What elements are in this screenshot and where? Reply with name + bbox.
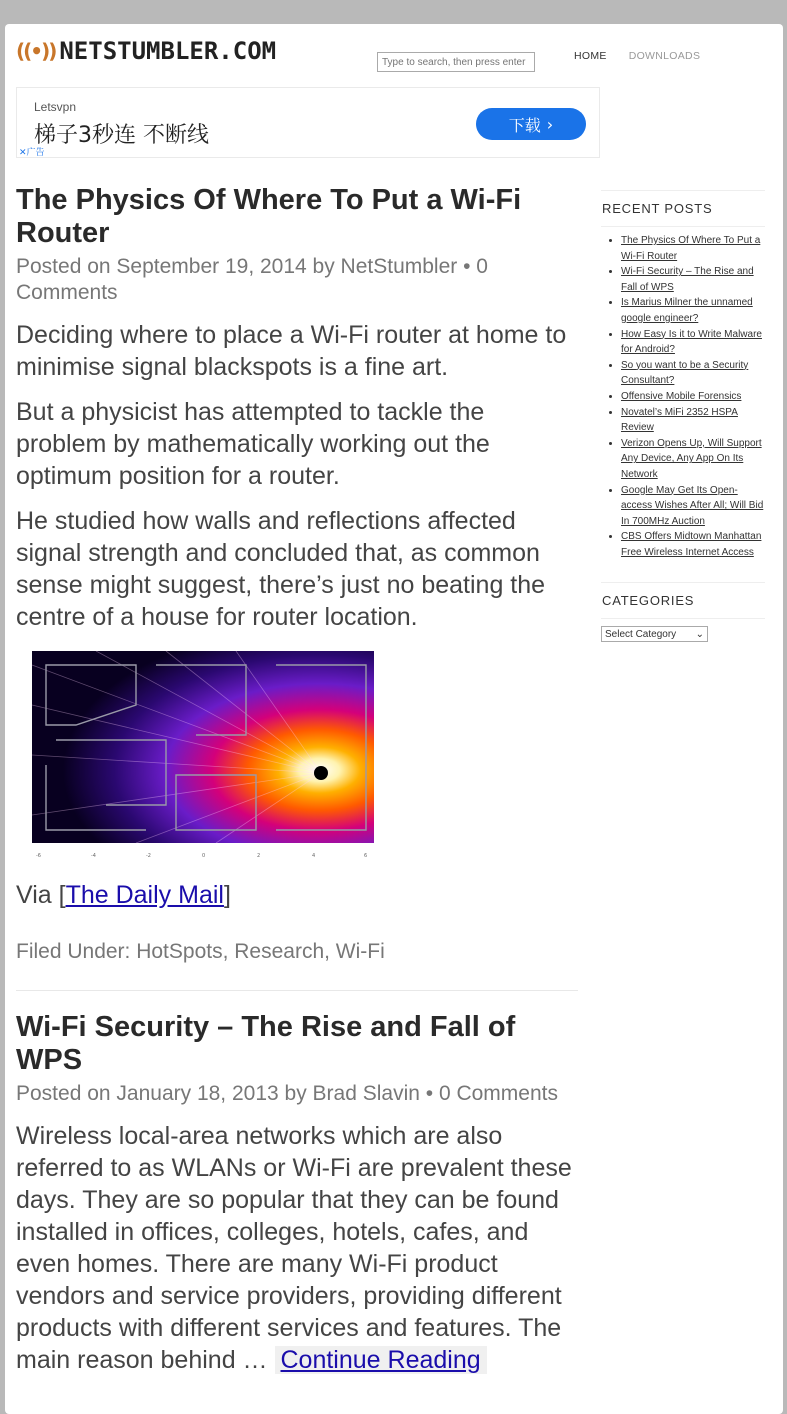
category-select[interactable] (601, 626, 708, 642)
post-meta: Posted on January 18, 2013 by Brad Slavin • 0 Comments (16, 1082, 558, 1105)
page (5, 24, 783, 1414)
via-prefix: Via [ (16, 881, 66, 909)
heatmap-figure (16, 645, 376, 863)
post-meta: Posted on September 19, 2014 by NetStumbler • 0 Comments (16, 255, 488, 304)
post-excerpt-text: Wireless local-area networks which are also referred to as WLANs or Wi-Fi are prevalent these days. They are so popular that they can be found installed in offices, colleges, hotels, cafes, and even homes. There are many Wi-Fi product vendors and service providers, providing different products with different services and features. The main reason behind … (16, 1122, 572, 1374)
post-divider (16, 990, 578, 991)
recent-post-link[interactable]: Google May Get Its Open-access Wishes After All; Will Bid In 700MHz Auction (621, 484, 764, 527)
recent-post-link[interactable]: How Easy Is it to Write Malware for Android? (621, 328, 762, 356)
post-body (16, 319, 578, 633)
svg-text:6: 6 (364, 853, 368, 859)
list-item (621, 295, 765, 326)
chevron-down-icon: ⌄ (695, 628, 704, 640)
continue-reading-link[interactable]: Continue Reading (275, 1346, 487, 1374)
sidebar (601, 190, 765, 642)
svg-text:2: 2 (257, 853, 261, 859)
site-logo[interactable] (16, 36, 276, 66)
recent-post-link[interactable]: Is Marius Milner the unnamed google engineer? (621, 297, 753, 324)
signal-heatmap-image (16, 645, 376, 863)
list-item (621, 327, 765, 358)
ad-close-button[interactable]: ✕广告 (19, 148, 45, 158)
recent-posts-list (601, 233, 765, 560)
recent-post-link[interactable]: Offensive Mobile Forensics (621, 390, 742, 402)
chevron-right-icon: › (546, 114, 554, 134)
categories-title: CATEGORIES (601, 582, 765, 619)
nav-downloads[interactable]: DOWNLOADS (628, 50, 701, 62)
recent-post-link[interactable]: Novatel’s MiFi 2352 HSPA Review (621, 406, 738, 434)
list-item (621, 264, 765, 295)
list-item (621, 389, 765, 405)
svg-text:4: 4 (312, 853, 316, 859)
recent-post-link[interactable]: Wi-Fi Security – The Rise and Fall of WPS (621, 266, 754, 293)
recent-posts-title: RECENT POSTS (601, 190, 765, 227)
recent-post-link[interactable]: Verizon Opens Up, Will Support Any Device, Any App On Its Network (621, 437, 762, 480)
post-article (16, 184, 578, 964)
svg-text:0: 0 (202, 853, 206, 859)
recent-post-link[interactable]: So you want to be a Security Consultant? (621, 359, 749, 387)
ad-headline: 梯子3秒连 不断线 (34, 123, 209, 148)
svg-text:-2: -2 (146, 853, 151, 859)
post-title[interactable]: The Physics Of Where To Put a Wi-Fi Router (16, 184, 522, 249)
post-title[interactable]: Wi-Fi Security – The Rise and Fall of WPS (16, 1011, 516, 1076)
nav-home[interactable]: HOME (574, 50, 607, 62)
post-body (16, 1120, 578, 1376)
list-item (621, 436, 765, 483)
recent-post-link[interactable]: CBS Offers Midtown Manhattan Free Wireless Internet Access (621, 531, 762, 558)
via-suffix: ] (223, 881, 231, 909)
post-paragraph: He studied how walls and reflections affected signal strength and concluded that, as common sense might suggest, there’s just no beating the centre of a house for router location. (16, 507, 546, 631)
ad-brand: Letsvpn (34, 100, 77, 114)
category-select-value: Select Category (605, 628, 677, 640)
main-content (16, 184, 578, 1376)
post-excerpt (16, 1120, 578, 1376)
logo-text: NETSTUMBLER.COM (59, 37, 277, 65)
ad-button-label: 下载 (508, 115, 541, 135)
recent-post-link[interactable]: The Physics Of Where To Put a Wi-Fi Router (621, 235, 761, 262)
daily-mail-link[interactable]: The Daily Mail (65, 881, 224, 909)
list-item (621, 529, 765, 560)
wifi-waves-icon: ((•)) (16, 39, 56, 63)
via-line (16, 881, 578, 910)
post-paragraph: But a physicist has attempted to tackle the problem by mathematically working out the optimum position for a router. (16, 398, 490, 490)
search-input[interactable] (377, 52, 535, 72)
list-item (621, 358, 765, 389)
list-item (621, 405, 765, 436)
post-article (16, 1011, 578, 1376)
ad-download-button[interactable] (476, 108, 586, 140)
filed-under: Filed Under: HotSpots, Research, Wi-Fi (16, 940, 385, 963)
ad-banner[interactable] (16, 87, 600, 158)
svg-text:-6: -6 (36, 853, 41, 859)
main-nav (574, 50, 700, 62)
post-paragraph: Deciding where to place a Wi-Fi router at home to minimise signal blackspots is a fine art. (16, 321, 567, 381)
svg-text:-4: -4 (91, 853, 96, 859)
list-item (621, 483, 765, 530)
list-item (621, 233, 765, 264)
